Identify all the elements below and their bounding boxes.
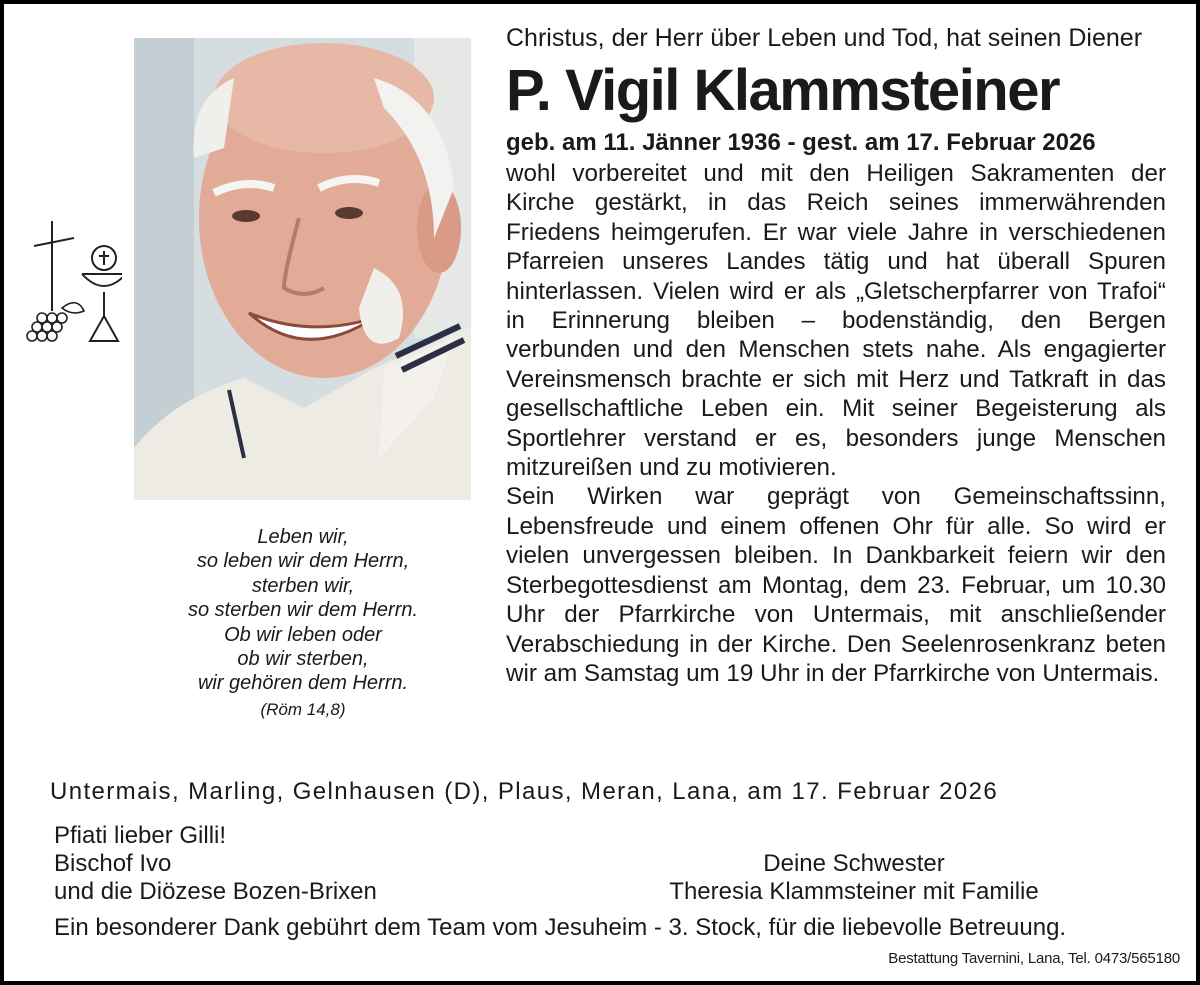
quote-line: Leben wir, bbox=[257, 526, 349, 548]
signature-line: Deine Schwester bbox=[763, 850, 945, 877]
signature-left bbox=[54, 822, 377, 906]
funeral-home-info: Bestattung Tavernini, Lana, Tel. 0473/565180 bbox=[888, 950, 1180, 967]
places-and-date: Untermais, Marling, Gelnhausen (D), Plaus, Meran, Lana, am 17. Februar 2026 bbox=[50, 778, 999, 805]
quote-line: ob wir sterben, bbox=[237, 648, 369, 671]
obituary-body bbox=[506, 159, 1166, 688]
quote-line: sterben wir, bbox=[251, 574, 355, 597]
quote-line: so leben wir dem Herrn, bbox=[196, 550, 410, 573]
quote-line: Ob wir leben oder bbox=[224, 623, 382, 646]
deceased-name: P. Vigil Klammsteiner bbox=[506, 58, 1060, 123]
signature-line: Pfiati lieber Gilli! bbox=[54, 822, 227, 849]
quote-reference: (Röm 14,8) bbox=[260, 699, 346, 719]
portrait-photo bbox=[134, 38, 471, 500]
body-paragraph: Sein Wirken war geprägt von Gemeinschaftssinn, Lebensfreude und einem offenen Ohr für alle. So wird er vielen unvergessen bleiben. In Dankbarkeit feiern wir den Sterbegottesdienst am Montag, dem 23. Februar, um 10.30 Uhr der Pfarrkirche von Untermais, mit anschließender Verabschiedung in der Kirche. Den Seelenrosenkranz beten wir am Samstag um 19 Uhr in der Pfarrkirche von Untermais. bbox=[506, 483, 1166, 687]
intro-text: Christus, der Herr über Leben und Tod, hat seinen Diener bbox=[506, 24, 1143, 52]
signature-line: und die Diözese Bozen-Brixen bbox=[54, 878, 377, 905]
bible-quote bbox=[142, 525, 464, 722]
signature-line: Theresia Klammsteiner mit Familie bbox=[669, 878, 1039, 905]
signature-line: Bischof Ivo bbox=[54, 850, 172, 877]
quote-line: wir gehören dem Herrn. bbox=[197, 672, 409, 695]
quote-line: so sterben wir dem Herrn. bbox=[187, 599, 419, 622]
signature-right bbox=[604, 850, 1104, 906]
thanks-text: Ein besonderer Dank gebührt dem Team vom Jesuheim - 3. Stock, für die liebevolle Betreuung. bbox=[54, 914, 1067, 941]
body-paragraph: wohl vorbereitet und mit den Heiligen Sakramenten der Kirche gestärkt, in das Reich seines immerwährenden Friedens heimgerufen. Er war viele Jahre in verschiedenen Pfarreien unseres Landes tätig und hat überall Spuren hinterlassen. Vielen wird er als „Gletscherpfarrer von Trafoi“ in Erinnerung bleiben – bodenständig, den Bergen verbunden und den Menschen stets nahe. Als engagierter Vereinsmensch brachte er sich mit Herz und Tatkraft in das gesellschaftliche Leben ein. Mit seiner Begeisterung als Sportlehrer verstand er es, besonders junge Menschen mitzureißen und zu motivieren. bbox=[506, 160, 1166, 482]
notice-main-text bbox=[506, 24, 1166, 688]
cross-chalice-grapes-icon bbox=[22, 216, 122, 346]
life-dates: geb. am 11. Jänner 1936 - gest. am 17. Februar 2026 bbox=[506, 129, 1096, 156]
